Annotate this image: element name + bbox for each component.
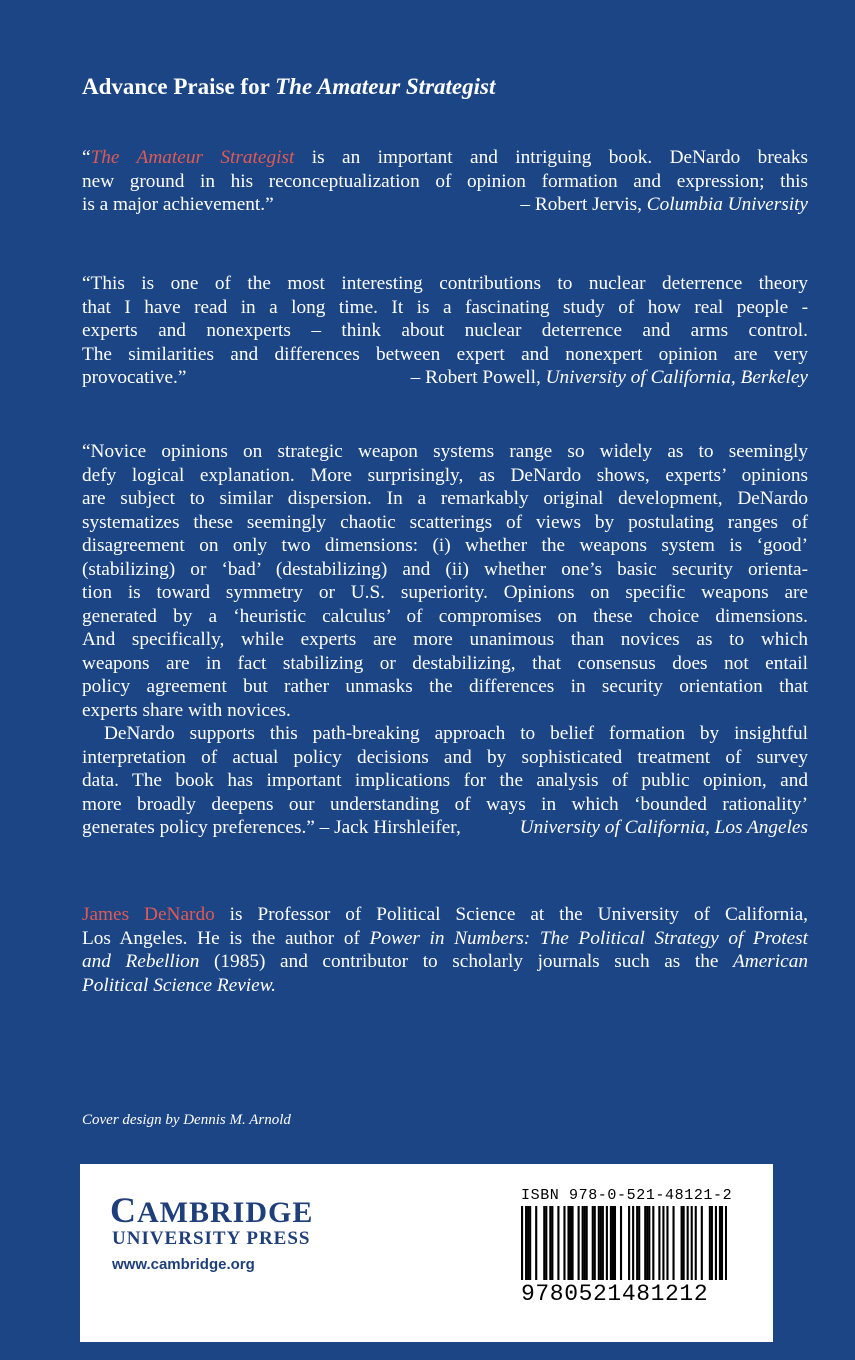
barcode-bar	[567, 1206, 569, 1280]
cover-design-credit: Cover design by Dennis M. Arnold	[82, 1112, 291, 1128]
barcode-digits: 9780521481212	[521, 1281, 709, 1307]
barcode-bar	[701, 1206, 703, 1280]
barcode-bar	[545, 1206, 547, 1280]
barcode-bar	[543, 1206, 545, 1280]
author-name: James DeNardo	[82, 904, 215, 925]
barcode-bar	[551, 1206, 553, 1280]
barcode	[521, 1206, 727, 1280]
barcode-bar	[527, 1206, 529, 1280]
publisher-url: www.cambridge.org	[112, 1256, 255, 1273]
barcode-bar	[598, 1206, 600, 1280]
barcode-bar	[529, 1206, 531, 1280]
attribution: – Robert Jervis, Columbia University	[520, 194, 808, 215]
barcode-bar	[652, 1206, 654, 1280]
barcode-bar	[721, 1206, 723, 1280]
barcode-bar	[606, 1206, 608, 1280]
barcode-bar	[594, 1206, 596, 1280]
barcode-bar	[610, 1206, 612, 1280]
publisher-press-label: UNIVERSITY PRESS	[112, 1228, 311, 1249]
author-bio: James DeNardo is Professor of Political Science at the University of California, Los Angeles. He is the author of Power in Numbers: The Political Strategy of Protest and Rebellion (1985) and contributor to scholarly journals such as the American Political Science Review.	[82, 904, 808, 996]
barcode-bar	[709, 1206, 711, 1280]
barcode-bar	[549, 1206, 551, 1280]
barcode-bar	[644, 1206, 646, 1280]
barcode-bar	[592, 1206, 594, 1280]
barcode-bar	[620, 1206, 622, 1280]
praise-quote-hirshleifer: “Novice opinions on strategic weapon systems range so widely as to seemingly defy logical explanation. More surprisingly, as DeNardo shows, experts’ opinions are subject to similar dispersion. In a remarkably original development, DeNardo systematizes these seemingly chaotic scatterings of views by postulating ranges of disagreement on only two dimensions: (i) whether the weapons system is ‘good’ (stabilizing) or ‘bad’ (destabilizing) and (ii) whether one’s basic security orienta- tion is toward symmetry or U.S. superiority. Opinions on specific weapons are generated by a ‘heuristic calculus’ of compromises on these choice dimensions. And specifically, while experts are more unanimous than novices as to which weapons are in fact stabilizing or destabilizing, that consensus does not entail policy agreement but rather unmasks the differences in security orientation that experts share with novices. DeNardo supports this path-breaking approach to belief formation by insightful interpretation of actual policy decisions and by sophisticated treatment of survey data. The book has important implications for the analysis of public opinion, and more broadly deepens our understanding of ways in which ‘bounded rationality’ generates policy preferences.” – Jack Hirshleifer, University of California, Los Angeles	[82, 441, 808, 838]
barcode-bar	[681, 1206, 683, 1280]
barcode-bar	[662, 1206, 664, 1280]
barcode-bar	[672, 1206, 674, 1280]
barcode-bar	[711, 1206, 713, 1280]
attribution: – Robert Powell, University of California, Berkeley	[410, 367, 808, 388]
barcode-bar	[695, 1206, 697, 1280]
barcode-bar	[600, 1206, 602, 1280]
barcode-bar	[586, 1206, 588, 1280]
barcode-bar	[563, 1206, 565, 1280]
barcode-bar	[578, 1206, 580, 1280]
barcode-bar	[525, 1206, 527, 1280]
barcode-bar	[658, 1206, 660, 1280]
barcode-bar	[569, 1206, 571, 1280]
barcode-bar	[628, 1206, 630, 1280]
barcode-bar	[646, 1206, 648, 1280]
barcode-bar	[636, 1206, 638, 1280]
barcode-bar	[648, 1206, 650, 1280]
barcode-bar	[612, 1206, 614, 1280]
barcode-bar	[582, 1206, 584, 1280]
praise-quote-powell: “This is one of the most interesting contributions to nuclear deterrence theory that I have read in a long time. It is a fascinating study of how real people - experts and nonexperts – think about nuclear deterrence and arms control. The similarities and differences between expert and nonexpert opinion are very provocative.” – Robert Powell, University of California, Berkeley	[82, 273, 808, 388]
book-title-reference: The Amateur Strategist	[90, 147, 295, 168]
publisher-logo: CAMBRIDGE	[110, 1190, 314, 1230]
barcode-bar	[715, 1206, 717, 1280]
isbn-label: ISBN 978-0-521-48121-2	[521, 1187, 733, 1204]
barcode-bar	[614, 1206, 616, 1280]
barcode-bar	[557, 1206, 559, 1280]
page-title: Advance Praise for The Amateur Strategist	[82, 74, 496, 99]
barcode-bar	[521, 1206, 523, 1280]
barcode-bar	[638, 1206, 640, 1280]
barcode-bar	[602, 1206, 604, 1280]
barcode-bar	[691, 1206, 693, 1280]
attribution-affiliation: University of California, Los Angeles	[519, 817, 808, 838]
barcode-bar	[632, 1206, 634, 1280]
barcode-bar	[725, 1206, 727, 1280]
book-title: The Amateur Strategist	[275, 74, 496, 99]
barcode-bar	[687, 1206, 689, 1280]
barcode-bar	[683, 1206, 685, 1280]
barcode-bar	[571, 1206, 573, 1280]
barcode-bar	[535, 1206, 537, 1280]
praise-quote-jervis: “The Amateur Strategist is an important and intriguing book. DeNardo breaks new ground in his reconceptualization of opinion formation and expression; this is a major achievement.” – Robert Jervis, Columbia University	[82, 147, 809, 215]
barcode-bar	[666, 1206, 668, 1280]
publisher-barcode-panel	[80, 1164, 773, 1342]
barcode-bar	[719, 1206, 721, 1280]
barcode-bar	[584, 1206, 586, 1280]
